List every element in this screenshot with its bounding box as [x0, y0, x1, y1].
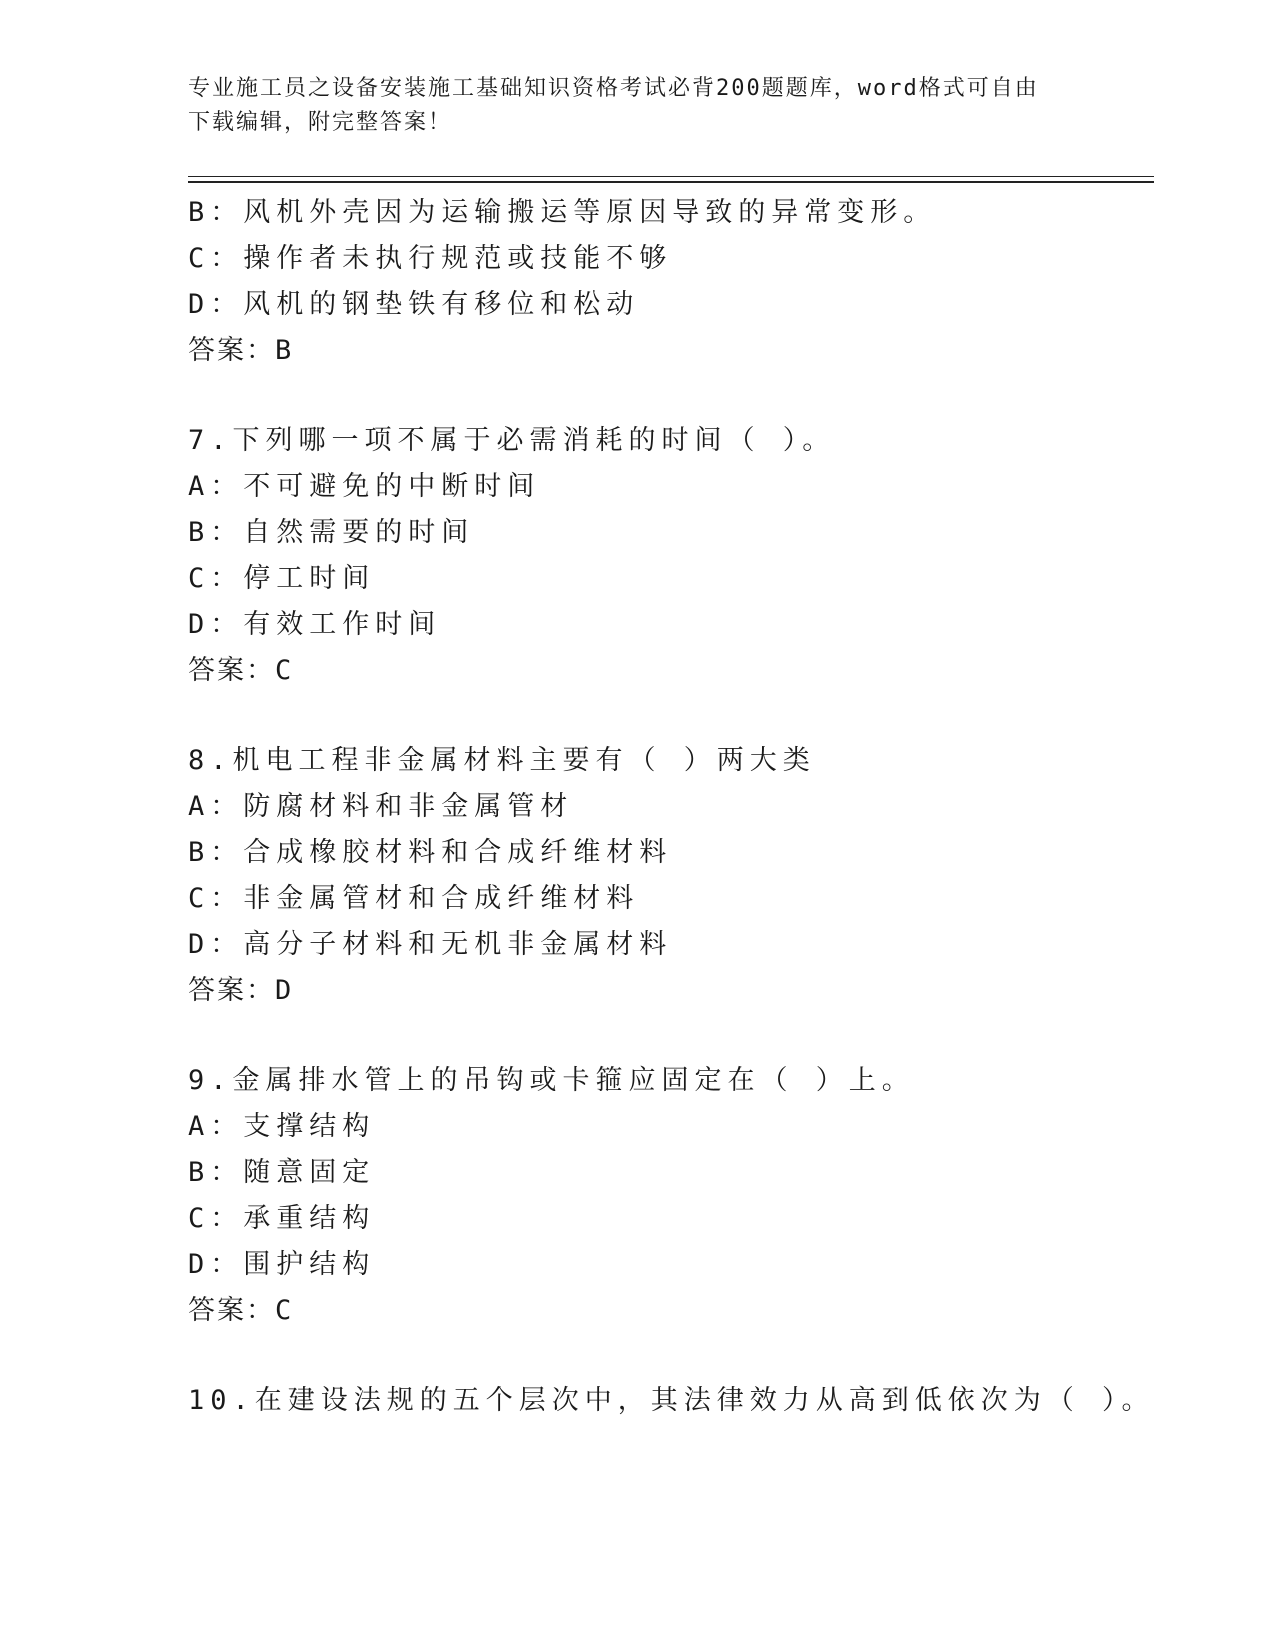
question-9-option-a: A：支撑结构 — [188, 1111, 376, 1142]
question-6-option-c: C：操作者未执行规范或技能不够 — [188, 243, 673, 274]
question-8-option-b: B：合成橡胶材料和合成纤维材料 — [188, 837, 673, 868]
answer-value: D — [275, 975, 294, 1006]
question-content — [188, 190, 1168, 1424]
question-9-option-b: B：随意固定 — [188, 1157, 376, 1188]
answer-label: 答案： — [188, 975, 275, 1006]
question-10-block — [188, 1378, 1168, 1424]
question-6-block — [188, 190, 1168, 374]
question-6-option-d: D：风机的钢垫铁有移位和松动 — [188, 289, 640, 320]
answer-value: C — [275, 655, 294, 686]
header-divider-thin — [188, 176, 1154, 177]
answer-label: 答案： — [188, 655, 275, 686]
question-6-option-b: B：风机外壳因为运输搬运等原因导致的异常变形。 — [188, 197, 937, 228]
spacer — [188, 1334, 1168, 1378]
question-9-option-d: D：围护结构 — [188, 1249, 376, 1280]
question-7-option-b: B：自然需要的时间 — [188, 517, 475, 548]
spacer — [188, 1014, 1168, 1058]
question-9-option-c: C：承重结构 — [188, 1203, 376, 1234]
question-7-stem: 7.下列哪一项不属于必需消耗的时间（ ）。 — [188, 425, 836, 456]
question-8-stem: 8.机电工程非金属材料主要有（ ）两大类 — [188, 745, 816, 776]
question-10-stem: 10.在建设法规的五个层次中，其法律效力从高到低依次为（ ）。 — [188, 1385, 1155, 1416]
question-8-option-a: A：防腐材料和非金属管材 — [188, 791, 574, 822]
header-line-2: 下载编辑，附完整答案！ — [188, 110, 453, 135]
question-9-stem: 9.金属排水管上的吊钩或卡箍应固定在（ ）上。 — [188, 1065, 915, 1096]
header-divider-thick — [188, 181, 1154, 183]
spacer — [188, 374, 1168, 418]
question-6-answer — [188, 328, 1168, 374]
question-9-block — [188, 1058, 1168, 1334]
question-8-option-c: C：非金属管材和合成纤维材料 — [188, 883, 640, 914]
answer-value: B — [275, 335, 294, 366]
question-8-block — [188, 738, 1168, 1014]
answer-label: 答案： — [188, 1295, 275, 1326]
question-9-answer — [188, 1288, 1168, 1334]
question-7-option-d: D：有效工作时间 — [188, 609, 442, 640]
question-7-option-a: A：不可避免的中断时间 — [188, 471, 541, 502]
question-7-answer — [188, 648, 1168, 694]
document-header — [188, 72, 1088, 140]
question-7-option-c: C：停工时间 — [188, 563, 376, 594]
question-8-answer — [188, 968, 1168, 1014]
header-line-1: 专业施工员之设备安装施工基础知识资格考试必背200题题库，word格式可自由 — [188, 76, 1039, 101]
answer-label: 答案： — [188, 335, 275, 366]
spacer — [188, 694, 1168, 738]
answer-value: C — [275, 1295, 294, 1326]
question-8-option-d: D：高分子材料和无机非金属材料 — [188, 929, 673, 960]
question-7-block — [188, 418, 1168, 694]
